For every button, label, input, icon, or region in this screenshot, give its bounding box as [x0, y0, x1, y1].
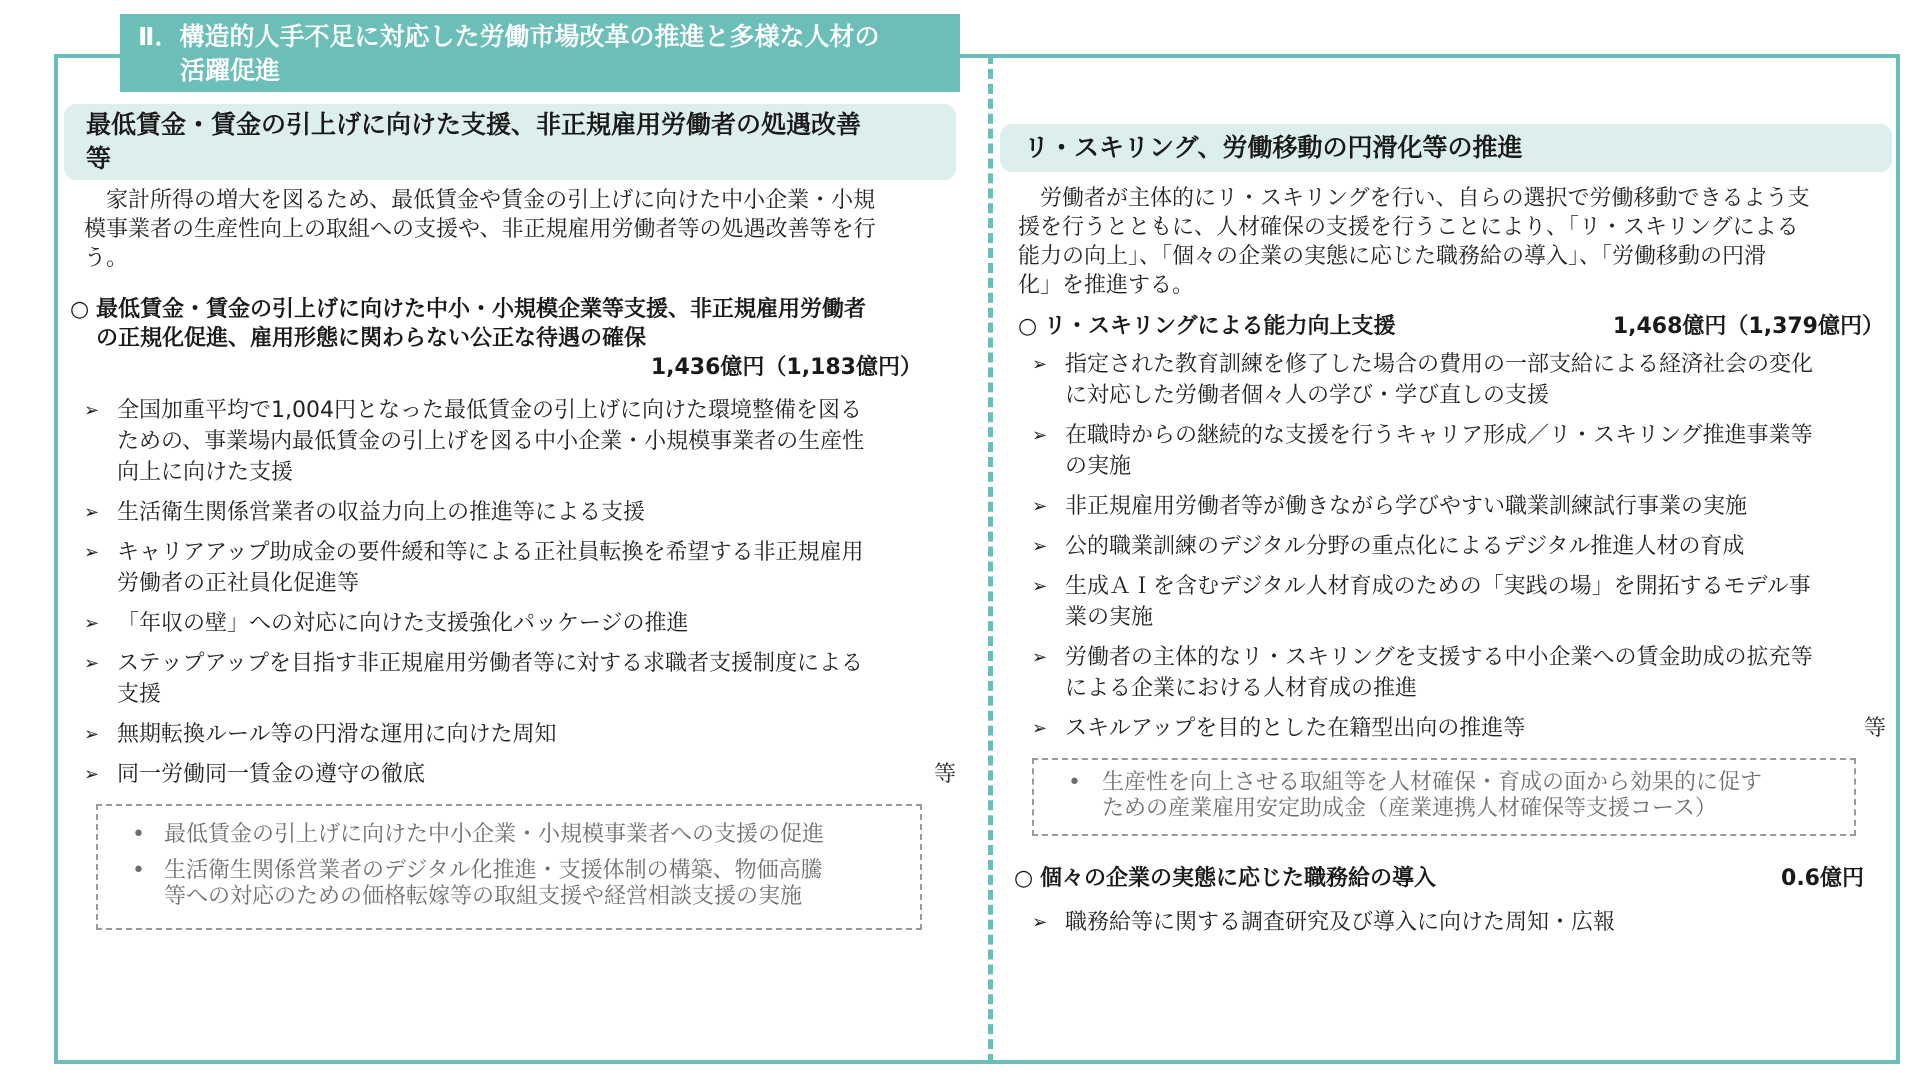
- left-related-box: [96, 804, 922, 930]
- list-item: [70, 648, 956, 710]
- left-header-line: 等: [86, 144, 112, 173]
- circle-bullet-icon: ○: [1018, 314, 1038, 339]
- list-item-line: 生活衛生関係営業者のデジタル化推進・支援体制の構築、物価高騰: [164, 858, 823, 883]
- right-column: [1014, 184, 1894, 947]
- left-heading-line: の正規化促進、雇用形態に関わらない公正な待遇の確保: [96, 326, 647, 351]
- arrow-bullet-icon: ➢: [84, 653, 100, 674]
- list-item-line: 全国加重平均で1,004円となった最低賃金の引上げに向けた環境整備を図る: [117, 398, 862, 423]
- right-heading-job-pay: [1014, 864, 1894, 893]
- arrow-bullet-icon: ➢: [84, 764, 100, 785]
- left-intro-line: 模事業者の生産性向上の取組への支援や、非正規雇用労働者等の処遇改善等を行: [84, 217, 876, 242]
- list-item-line: スキルアップを目的とした在籍型出向の推進等: [1065, 716, 1526, 741]
- list-item-line: ステップアップを目指す非正規雇用労働者等に対する求職者支援制度による: [117, 651, 864, 676]
- right-related-box: [1032, 758, 1856, 836]
- arrow-bullet-icon: ➢: [1032, 912, 1048, 933]
- arrow-bullet-icon: ➢: [84, 724, 100, 745]
- list-item-line: ための産業雇用安定助成金（産業連携人材確保等支援コース）: [1102, 796, 1717, 821]
- circle-bullet-icon: ○: [1014, 866, 1034, 891]
- dot-bullet-icon: •: [1068, 770, 1081, 795]
- arrow-bullet-icon: ➢: [1032, 354, 1048, 375]
- left-intro-line: 家計所得の増大を図るため、最低賃金や賃金の引上げに向けた中小企業・小規: [106, 188, 876, 213]
- right-heading-text: リ・スキリングによる能力向上支援: [1044, 314, 1396, 339]
- arrow-bullet-icon: ➢: [84, 542, 100, 563]
- list-item-line: 等への対応のための価格転嫁等の取組支援や経営相談支援の実施: [164, 884, 803, 909]
- arrow-bullet-icon: ➢: [84, 502, 100, 523]
- right-amount-job-pay: 0.6億円: [1781, 866, 1864, 891]
- arrow-bullet-icon: ➢: [1032, 536, 1048, 557]
- left-bullet-list: [70, 395, 956, 790]
- list-item-line: 生活衛生関係営業者の収益力向上の推進等による支援: [117, 500, 646, 525]
- list-item: [1018, 349, 1894, 411]
- right-section-header: リ・スキリング、労働移動の円滑化等の推進: [1000, 124, 1892, 172]
- list-item: [98, 822, 920, 848]
- left-amount: 1,436億円（1,183億円）: [650, 355, 922, 380]
- right-related-list: [1034, 770, 1854, 822]
- list-item: [70, 608, 956, 639]
- left-column: [70, 186, 956, 930]
- right-amount-reskilling: 1,468億円（1,379億円）: [1612, 314, 1884, 339]
- trailing-etc: 等: [1863, 716, 1886, 741]
- list-item-line: 支援: [117, 682, 162, 707]
- left-header-line: 最低賃金・賃金の引上げに向けた支援、非正規雇用労働者の処遇改善: [86, 110, 862, 139]
- list-item: [1018, 571, 1894, 633]
- list-item-line: に対応した労働者個々人の学び・学び直しの支援: [1065, 383, 1550, 408]
- trailing-etc: 等: [933, 762, 956, 787]
- list-item: [70, 497, 956, 528]
- arrow-bullet-icon: ➢: [1032, 496, 1048, 517]
- left-heading-line: 最低賃金・賃金の引上げに向けた中小・小規模企業等支援、非正規雇用労働者: [96, 297, 867, 322]
- section-title-line: 活躍促進: [180, 56, 281, 85]
- right-intro: [1018, 184, 1894, 300]
- list-item: [1018, 713, 1894, 744]
- left-section-header: [64, 104, 956, 180]
- list-item: [70, 719, 956, 750]
- list-item: [70, 759, 956, 790]
- section-title: [120, 14, 960, 92]
- column-divider: [988, 54, 993, 1064]
- list-item: [98, 858, 920, 910]
- list-item-line: 業の実施: [1065, 605, 1154, 630]
- list-item: [70, 395, 956, 488]
- arrow-bullet-icon: ➢: [84, 613, 100, 634]
- left-related-list: [98, 822, 920, 910]
- right-bullet-list: [1018, 349, 1894, 744]
- list-item: [1034, 770, 1854, 822]
- list-item-line: 向上に向けた支援: [117, 460, 294, 485]
- list-item-line: 非正規雇用労働者等が働きながら学びやすい職業訓練試行事業の実施: [1065, 494, 1748, 519]
- right-intro-line: 援を行うとともに、人材確保の支援を行うことにより、「リ・スキリングによる: [1018, 215, 1799, 240]
- list-item: [70, 537, 956, 599]
- list-item-line: 「年収の壁」への対応に向けた支援強化パッケージの推進: [117, 611, 689, 636]
- list-item-line: 労働者の正社員化促進等: [117, 571, 360, 596]
- list-item: [1018, 531, 1894, 562]
- list-item-line: 労働者の主体的なリ・スキリングを支援する中小企業への賃金助成の拡充等: [1065, 645, 1813, 670]
- right-intro-line: 労働者が主体的にリ・スキリングを行い、自らの選択で労働移動できるよう支: [1040, 186, 1810, 211]
- list-item-line: 生成ＡＩを含むデジタル人材育成のための「実践の場」を開拓するモデル事: [1065, 574, 1811, 599]
- list-item-line: 在職時からの継続的な支援を行うキャリア形成／リ・スキリング推進事業等: [1065, 423, 1813, 448]
- list-item: [1018, 420, 1894, 482]
- list-item-line: による企業における人材育成の推進: [1065, 676, 1418, 701]
- arrow-bullet-icon: ➢: [84, 400, 100, 421]
- list-item-line: 最低賃金の引上げに向けた中小企業・小規模事業者への支援の促進: [164, 822, 825, 847]
- list-item: [1018, 642, 1894, 704]
- arrow-bullet-icon: ➢: [1032, 647, 1048, 668]
- right-heading-reskilling: [1018, 312, 1894, 341]
- left-heading: [70, 295, 956, 353]
- list-item-line: 指定された教育訓練を修了した場合の費用の一部支給による経済社会の変化: [1065, 352, 1814, 377]
- right-heading-text: 個々の企業の実態に応じた職務給の導入: [1040, 866, 1437, 891]
- list-item-line: の実施: [1065, 454, 1132, 479]
- left-intro: [70, 186, 956, 273]
- arrow-bullet-icon: ➢: [1032, 718, 1048, 739]
- section-title-line: Ⅱ．構造的人手不足に対応した労働市場改革の推進と多様な人材の: [138, 22, 880, 51]
- right-intro-line: 化」を推進する。: [1018, 273, 1195, 298]
- list-item-line: 無期転換ルール等の円滑な運用に向けた周知: [117, 722, 557, 747]
- list-item-line: 公的職業訓練のデジタル分野の重点化によるデジタル推進人材の育成: [1065, 534, 1745, 559]
- list-item-line: 職務給等に関する調査研究及び導入に向けた周知・広報: [1065, 910, 1616, 935]
- right-intro-line: 能力の向上」、「個々の企業の実態に応じた職務給の導入」、「労働移動の円滑: [1018, 244, 1767, 269]
- list-item-line: 生産性を向上させる取組等を人材確保・育成の面から効果的に促す: [1102, 770, 1763, 795]
- left-intro-line: う。: [84, 246, 129, 271]
- arrow-bullet-icon: ➢: [1032, 576, 1048, 597]
- list-item: [1018, 907, 1894, 938]
- dot-bullet-icon: •: [132, 858, 145, 883]
- dot-bullet-icon: •: [132, 822, 145, 847]
- list-item: [1018, 491, 1894, 522]
- circle-bullet-icon: ○: [70, 297, 90, 322]
- arrow-bullet-icon: ➢: [1032, 425, 1048, 446]
- right-bullet-list-2: [1018, 907, 1894, 938]
- list-item-line: ための、事業場内最低賃金の引上げを図る中小企業・小規模事業者の生産性: [117, 429, 865, 454]
- list-item-line: キャリアアップ助成金の要件緩和等による正社員転換を希望する非正規雇用: [117, 540, 864, 565]
- list-item-line: 同一労働同一賃金の遵守の徹底: [117, 762, 426, 787]
